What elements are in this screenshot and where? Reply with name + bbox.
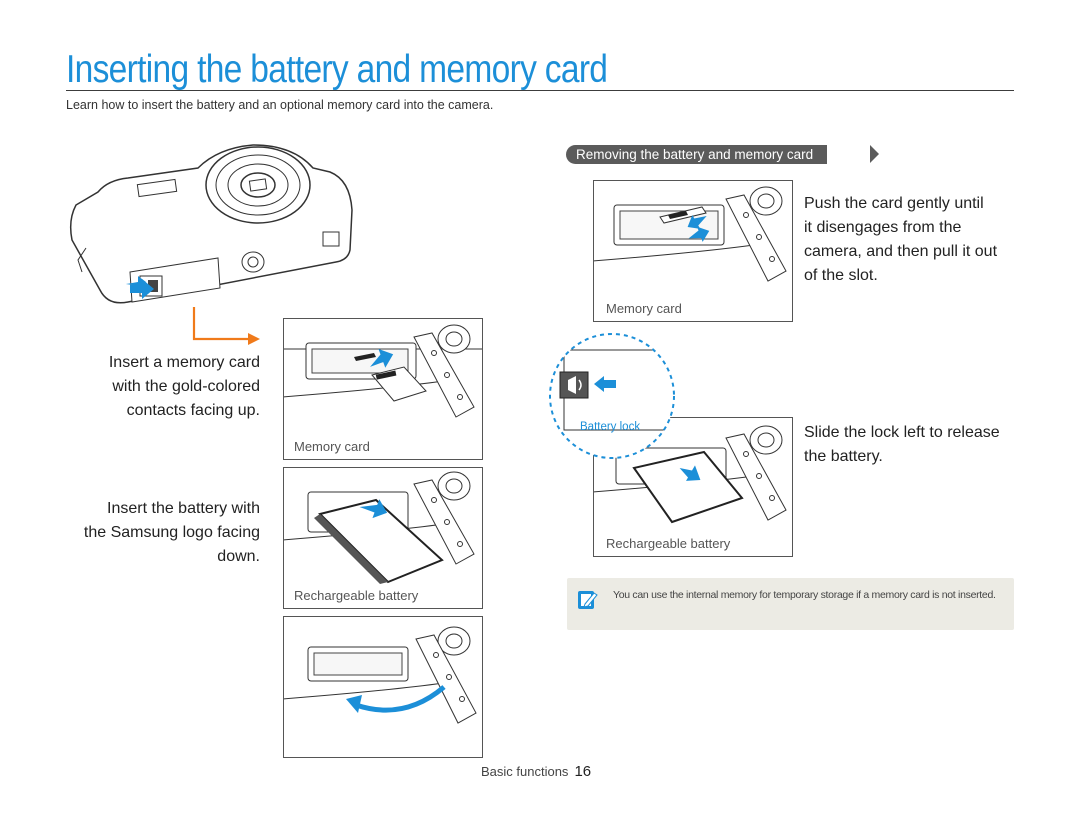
title-rule xyxy=(66,90,1014,91)
memory-card-caption: Memory card xyxy=(294,439,370,454)
remove-memory-card-frame xyxy=(593,180,793,322)
footer-section: Basic functions xyxy=(481,764,569,779)
intro-text: Learn how to insert the battery and an optional memory card into the camera. xyxy=(66,98,494,112)
rechargeable-battery-caption: Rechargeable battery xyxy=(294,588,419,603)
battery-lock-zoom xyxy=(546,330,678,470)
page-number: 16 xyxy=(574,763,592,780)
insert-battery-frame xyxy=(283,467,483,609)
remove-memory-card-caption: Memory card xyxy=(606,301,682,316)
remove-card-text: Push the card gently until it disengages from the camera, and then pull it out of the slot. xyxy=(804,195,998,284)
orange-connector-arrow xyxy=(190,305,262,345)
removing-heading-tip xyxy=(870,145,879,163)
battery-lock-caption: Battery lock xyxy=(580,421,641,433)
camera-bottom-illustration xyxy=(68,140,358,315)
page-footer xyxy=(481,763,591,780)
removing-heading: Removing the battery and memory card xyxy=(566,145,827,164)
note-text: You can use the internal memory for temporary storage if a memory card is not inserted. xyxy=(613,589,996,601)
insert-memory-card-frame xyxy=(283,318,483,460)
insert-direction-arrow xyxy=(128,278,156,300)
remove-battery-text: Slide the lock left to release the battery. xyxy=(804,424,1000,465)
close-cover-frame xyxy=(283,616,483,758)
page-title: Inserting the battery and memory card xyxy=(66,48,608,91)
insert-memory-card-text: Insert a memory card with the gold-colored contacts facing up. xyxy=(108,354,260,419)
insert-battery-text: Insert the battery with the Samsung logo facing down. xyxy=(83,500,260,565)
note-box xyxy=(567,578,1014,630)
memo-pencil-icon xyxy=(577,589,597,609)
remove-battery-caption: Rechargeable battery xyxy=(606,536,731,551)
